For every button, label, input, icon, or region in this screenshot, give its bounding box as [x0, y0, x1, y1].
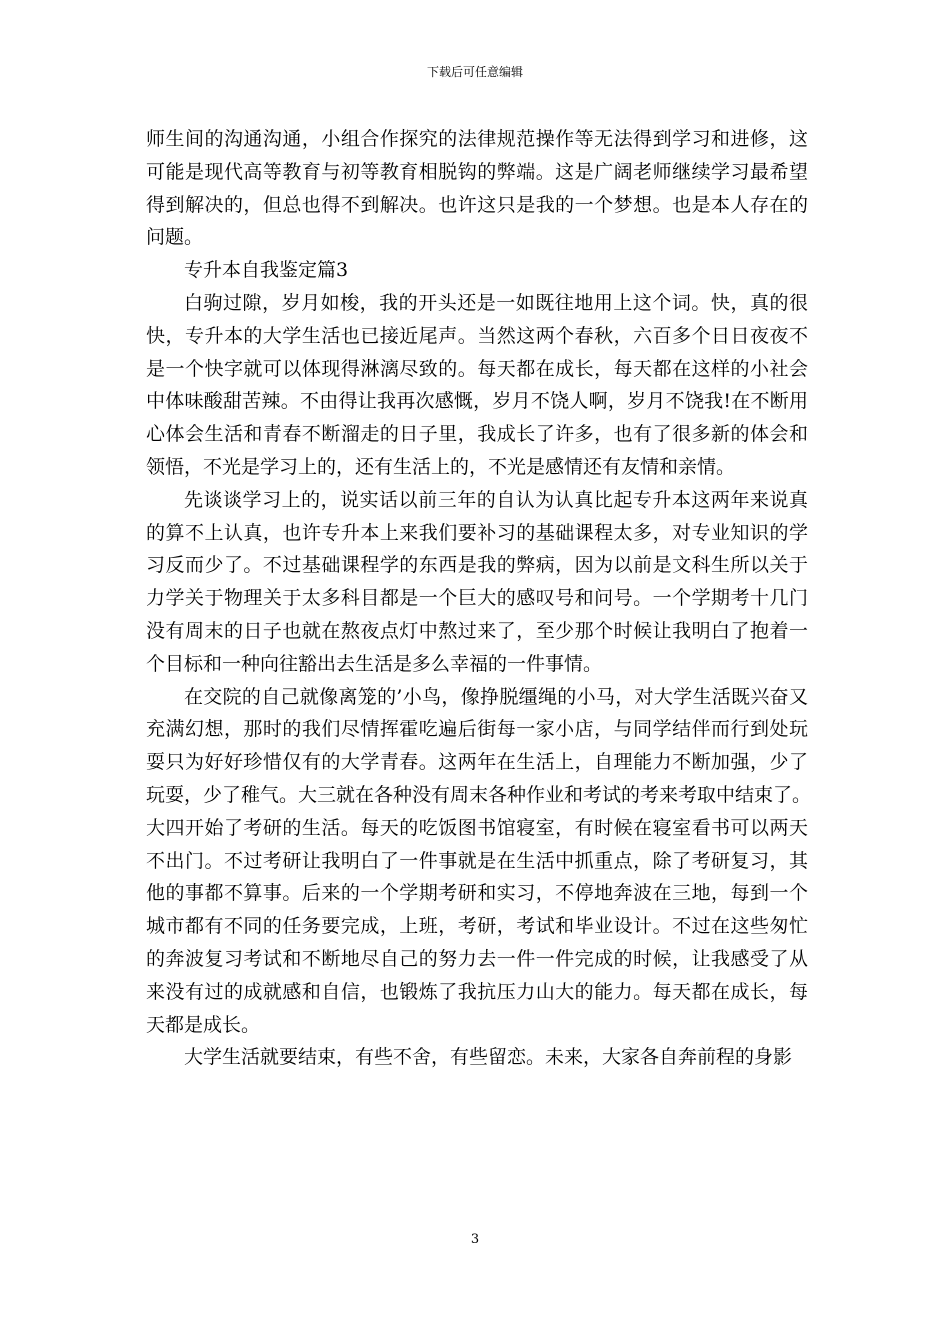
document-body — [146, 123, 812, 1074]
text-line: 玩耍，少了稚气。大三就在各种没有周末各种作业和考试的考来考取中结束了。 — [146, 783, 812, 806]
text-line: 习反而少了。不过基础课程学的东西是我的弊病，因为以前是文科生所以关于 — [146, 554, 808, 577]
paragraph-1 — [146, 287, 808, 484]
text-line: 白驹过隙，岁月如梭，我的开头还是一如既往地用上这个词。快，真的很 — [184, 291, 808, 314]
text-line: 心体会生活和青春不断溜走的日子里，我成长了许多，也有了很多新的体会和 — [146, 423, 808, 446]
text-line: 是一个快字就可以体现得淋漓尽致的。每天都在成长，每天都在这样的小社会 — [146, 357, 808, 380]
text-line: 大学生活就要结束，有些不舍，有些留恋。未来，大家各自奔前程的身影 — [184, 1046, 793, 1069]
text-line: 师生间的沟通沟通，小组合作探究的法律规范操作等无法得到学习和进修，这 — [146, 128, 808, 150]
page-number: 3 — [470, 1232, 480, 1247]
text-line: 来没有过的成就感和自信，也锻炼了我抗压力山大的能力。每天都在成长，每 — [146, 980, 808, 1003]
text-line: 得到解决的，但总也得不到解决。也许这只是我的一个梦想。也是本人存在的 — [146, 193, 808, 216]
text-line: 可能是现代高等教育与初等教育相脱钩的弊端。这是广阔老师继续学习最希望 — [146, 160, 808, 183]
text-line: 问题。 — [146, 226, 204, 249]
text-line: 专升本自我鉴定篇3 — [184, 259, 349, 282]
text-line: 不出门。不过考研让我明白了一件事就是在生活中抓重点，除了考研复习，其 — [146, 849, 808, 872]
text-line: 先谈谈学习上的，说实话以前三年的自认为认真比起专升本这两年来说真 — [184, 488, 808, 511]
text-line: 耍只为好好珍惜仅有的大学青春。这两年在生活上，自理能力不断加强，少了 — [146, 751, 808, 774]
text-line: 天都是成长。 — [146, 1013, 261, 1036]
text-line: 快，专升本的大学生活也已接近尾声。当然这两个春秋，六百多个日日夜夜不 — [146, 324, 808, 347]
text-line: 大四开始了考研的生活。每天的吃饭图书馆寝室，有时候在寝室看书可以两天 — [146, 816, 808, 839]
text-line: 中体味酸甜苦辣。不由得让我再次感慨，岁月不饶人啊，岁月不饶我!在不断用 — [146, 390, 808, 413]
section-heading — [146, 254, 808, 287]
text-line: 的奔波复习考试和不断地尽自己的努力去一件一件完成的时候，让我感受了从 — [146, 947, 808, 970]
text-line: 的算不上认真，也许专升本上来我们要补习的基础课程太多，对专业知识的学 — [146, 521, 808, 544]
text-line: 他的事都不算事。后来的一个学期考研和实习，不停地奔波在三地，每到一个 — [146, 882, 808, 905]
text-line: 力学关于物理关于太多科目都是一个巨大的感叹号和问号。一个学期考十几门 — [146, 587, 808, 610]
paragraph-continuation — [146, 123, 808, 254]
paragraph-2 — [146, 484, 808, 681]
paragraph-3 — [146, 681, 812, 1042]
text-line: 在交院的自己就像离笼的’小鸟，像挣脱缰绳的小马，对大学生活既兴奋又 — [184, 685, 808, 708]
text-line: 没有周末的日子也就在熬夜点灯中熬过来了，至少那个时候让我明白了抱着一 — [146, 619, 808, 642]
page-header: 下载后可任意编辑 — [426, 65, 523, 79]
text-line: 城市都有不同的任务要完成，上班，考研，考试和毕业设计。不过在这些匆忙 — [146, 915, 808, 938]
text-line: 充满幻想，那时的我们尽情挥霍吃遍后街每一家小店，与同学结伴而行到处玩 — [146, 718, 808, 741]
text-line: 领悟，不光是学习上的，还有生活上的，不光是感情还有友情和亲情。 — [146, 455, 736, 478]
paragraph-4 — [146, 1041, 808, 1074]
text-line: 个目标和一种向往豁出去生活是多么幸福的一件事情。 — [146, 652, 603, 675]
